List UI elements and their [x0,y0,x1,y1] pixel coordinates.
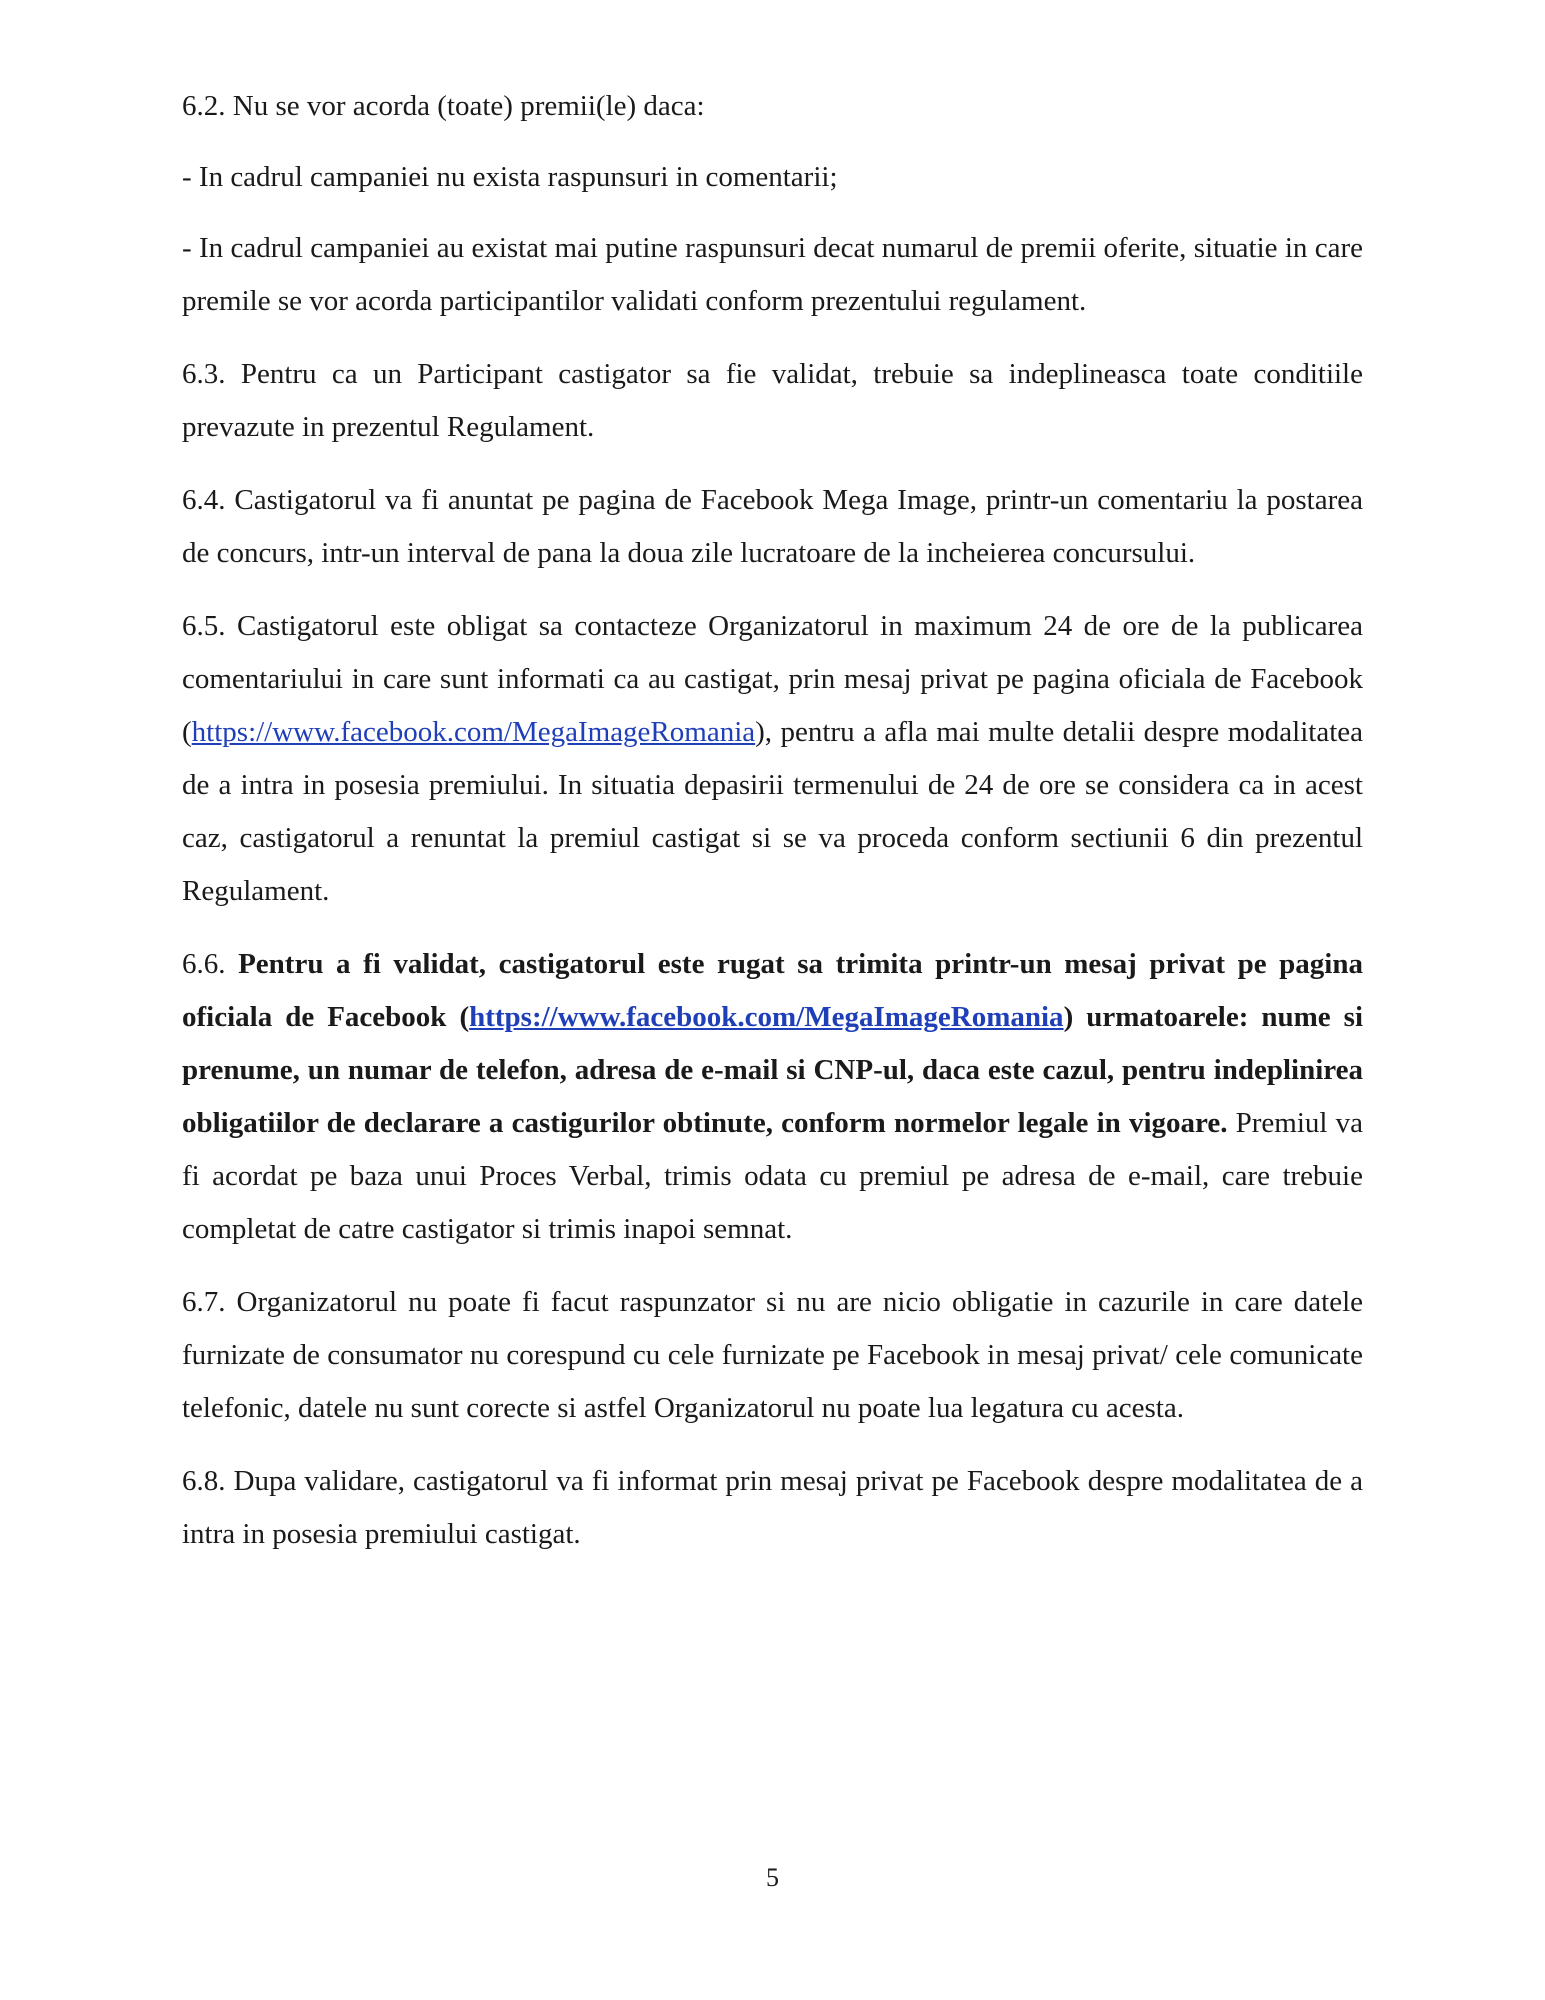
paragraph-6-5 [182,600,1363,918]
paragraph-6-8: 6.8. Dupa validare, castigatorul va fi informat prin mesaj privat pe Facebook despre modalitatea de a intra in posesia premiului castigat. [182,1465,1363,1550]
paragraph-6-5-text-before: 6.5. Castigatorul este obligat sa contacteze Organizatorul in maximum 24 de ore de la publicarea comentariului in care sunt informati ca au castigat, prin mesaj privat pe pagina oficiala de Facebook ( [182,610,1363,748]
page-number: 5 [766,1863,779,1892]
paragraph-6-7: 6.7. Organizatorul nu poate fi facut raspunzator si nu are nicio obligatie in cazurile in care datele furnizate de consumator nu corespund cu cele furnizate pe Facebook in mesaj privat/ cele comunicate telefonic, datele nu sunt corecte si astfel Organizatorul nu poate lua legatura cu acesta. [182,1286,1363,1424]
paragraph-6-6-bold-after: ) urmatoarele: nume si prenume, un numar de telefon, adresa de e-mail si CNP-ul, daca este cazul, pentru indeplinirea obligatiilor de declarare a castigurilor obtinute, conform normelor legale in vigoare. [182,1001,1363,1139]
paragraph-6-2-intro: 6.2. Nu se vor acorda (toate) premii(le) daca: [182,90,705,122]
paragraph-6-6-bold-before: Pentru a fi validat, castigatorul este rugat sa trimita printr-un mesaj privat pe pagina oficiala de Facebook ( [182,948,1363,1033]
document-body [182,80,1363,1581]
paragraph-6-6 [182,938,1363,1256]
paragraph-6-5-text-after: ), pentru a afla mai multe detalii despre modalitatea de a intra in posesia premiului. In situatia depasirii termenului de 24 de ore se considera ca in acest caz, castigatorul a renuntat la premiul castigat si se va proceda conform sectiunii 6 din prezentul Regulament. [182,716,1363,907]
facebook-page-link[interactable]: https://www.facebook.com/MegaImageRomania [191,716,756,748]
paragraph-6-3: 6.3. Pentru ca un Participant castigator sa fie validat, trebuie sa indeplineasca toate conditiile prevazute in prezentul Regulament. [182,358,1363,443]
paragraph-6-6-number: 6.6. [182,948,239,980]
paragraph-6-2-item-1: - In cadrul campaniei nu exista raspunsuri in comentarii; [182,161,838,193]
paragraph-6-6-normal-after: Premiul va fi acordat pe baza unui Proces Verbal, trimis odata cu premiul pe adresa de e-mail, care trebuie completat de catre castigator si trimis inapoi semnat. [182,1107,1363,1245]
paragraph-6-2-item-2: - In cadrul campaniei au existat mai putine raspunsuri decat numarul de premii oferite, situatie in care premile se vor acorda participantilor validati conform prezentului regulament. [182,232,1363,317]
paragraph-6-4: 6.4. Castigatorul va fi anuntat pe pagina de Facebook Mega Image, printr-un comentariu la postarea de concurs, intr-un interval de pana la doua zile lucratoare de la incheierea concursului. [182,484,1363,569]
facebook-page-link-bold[interactable]: https://www.facebook.com/MegaImageRomania [469,1001,1064,1033]
